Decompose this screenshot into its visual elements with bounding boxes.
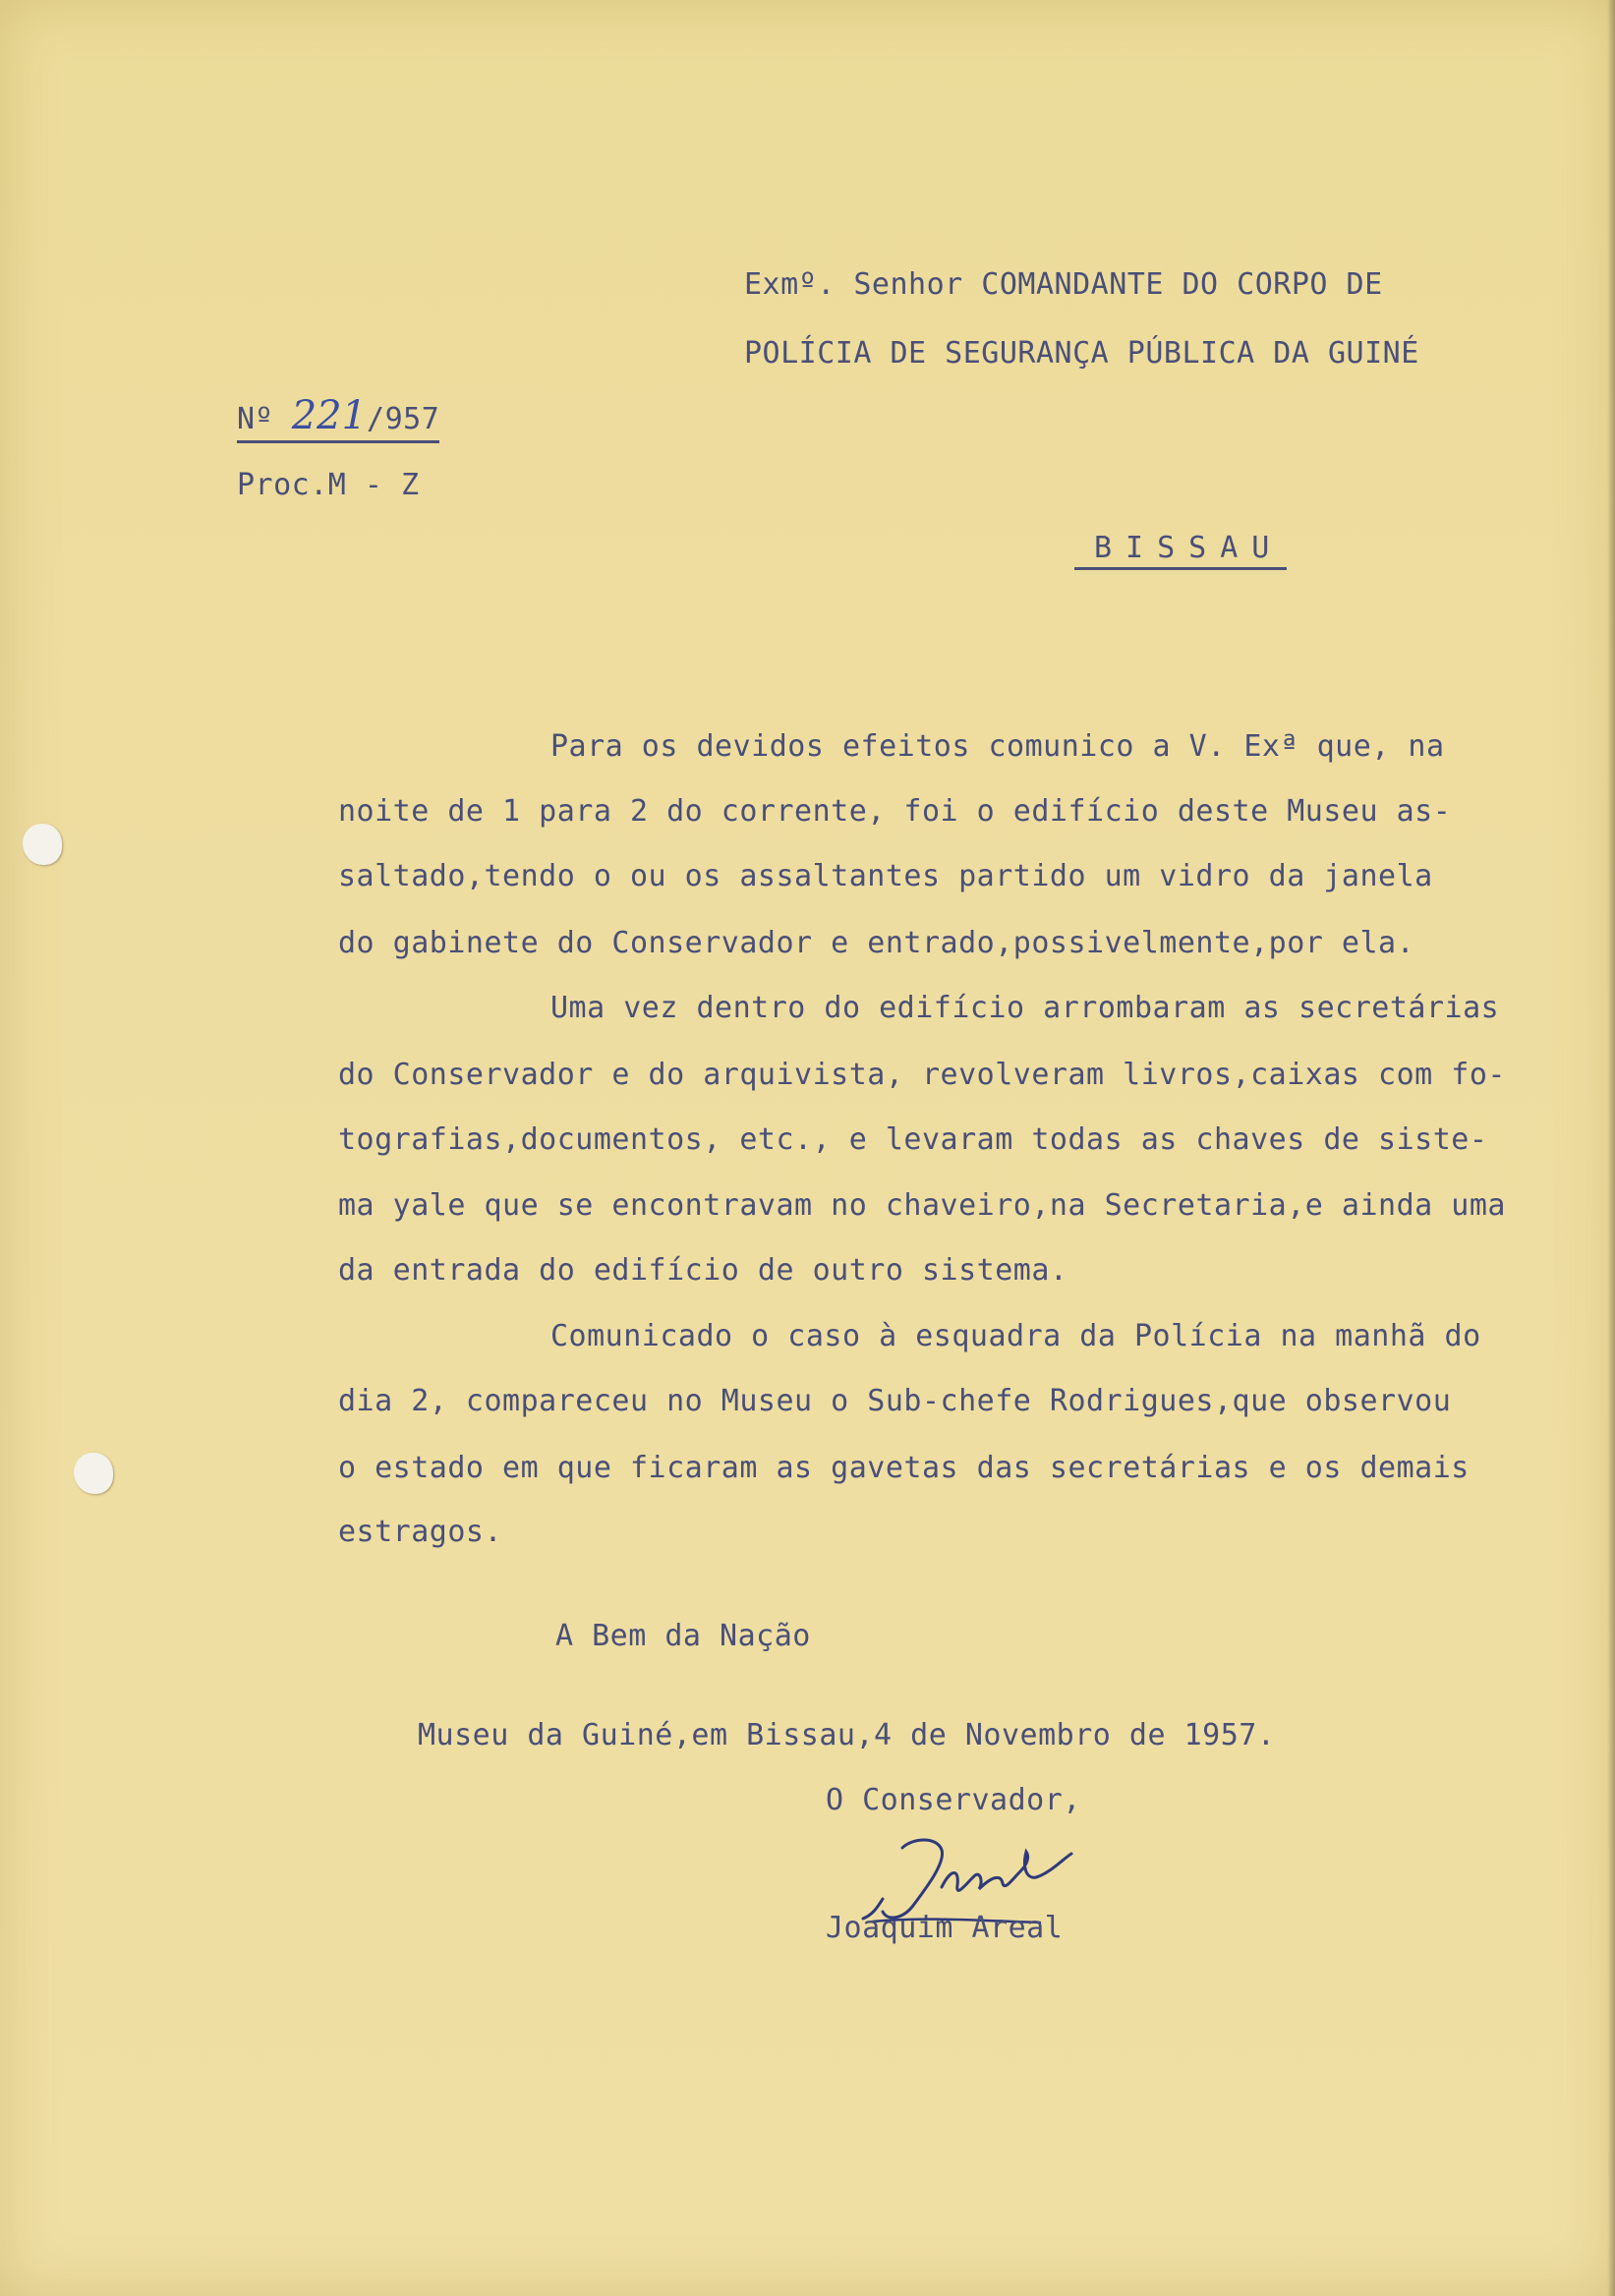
body-line: dia 2, compareceu no Museu o Sub-chefe Rodrigues,que observou bbox=[338, 1384, 1452, 1418]
body-line: estragos. bbox=[338, 1515, 503, 1549]
body-line: ma yale que se encontravam no chaveiro,na Secretaria,e ainda uma bbox=[338, 1188, 1506, 1223]
body-line: Comunicado o caso à esquadra da Polícia na manhã do bbox=[550, 1319, 1481, 1353]
city-heading: BISSAU bbox=[1074, 531, 1287, 570]
process-reference: Proc.M - Z bbox=[237, 468, 420, 502]
closing-salutation: A Bem da Nação bbox=[555, 1619, 811, 1653]
body-line: noite de 1 para 2 do corrente, foi o edifício deste Museu as- bbox=[338, 794, 1452, 829]
signatory-title: O Conservador, bbox=[826, 1783, 1081, 1817]
body-line: da entrada do edifício de outro sistema. bbox=[338, 1253, 1068, 1288]
body-line: o estado em que ficaram as gavetas das secretárias e os demais bbox=[338, 1451, 1470, 1485]
addressee-line-1: Exmº. Senhor COMANDANTE DO CORPO DE bbox=[744, 267, 1383, 302]
handwritten-number: 221 bbox=[291, 393, 368, 438]
punch-hole-top bbox=[23, 824, 62, 865]
body-line: saltado,tendo o ou os assaltantes partido um vidro da janela bbox=[338, 859, 1433, 893]
body-line: Para os devidos efeitos comunico a V. Exª que, na bbox=[550, 729, 1445, 764]
number-year: /957 bbox=[367, 402, 440, 436]
body-line: tografias,documentos, etc., e levaram todas as chaves de siste- bbox=[338, 1122, 1488, 1157]
body-line: Uma vez dentro do edifício arrombaram as secretárias bbox=[550, 991, 1500, 1025]
reference-number bbox=[237, 393, 439, 443]
body-line: do gabinete do Conservador e entrado,possivelmente,por ela. bbox=[338, 926, 1415, 960]
number-prefix: Nº bbox=[237, 402, 274, 436]
punch-hole-bottom bbox=[74, 1453, 113, 1494]
addressee-line-2: POLÍCIA DE SEGURANÇA PÚBLICA DA GUINÉ bbox=[744, 336, 1419, 371]
place-and-date: Museu da Guiné,em Bissau,4 de Novembro de 1957. bbox=[418, 1718, 1276, 1752]
signatory-name: Joaquim Areal bbox=[826, 1911, 1064, 1945]
body-line: do Conservador e do arquivista, revolveram livros,caixas com fo- bbox=[338, 1058, 1506, 1092]
